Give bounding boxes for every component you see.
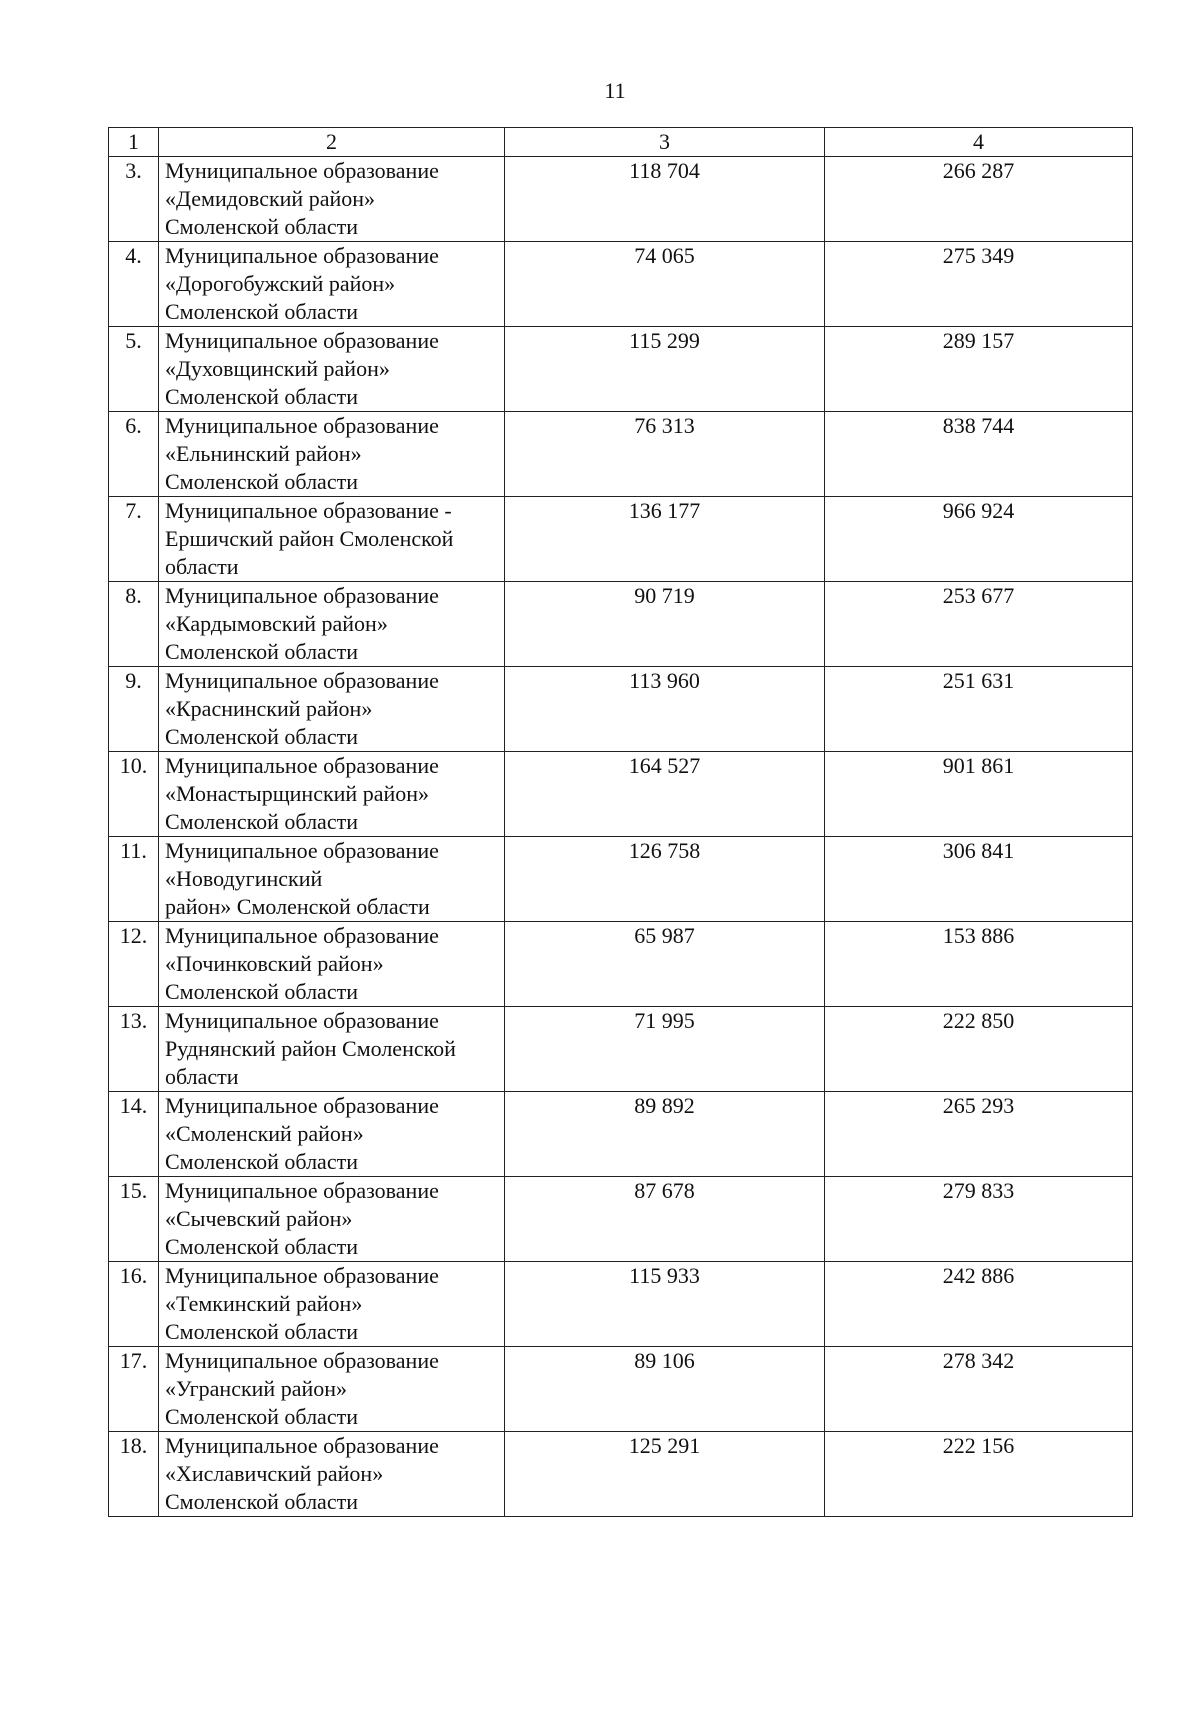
- row-number-cell: 5.: [109, 327, 159, 412]
- municipality-name-cell: Муниципальное образование «Духовщинский район» Смоленской области: [159, 327, 505, 412]
- column-4-value-cell: 275 349: [825, 242, 1133, 327]
- column-3-value-cell: 164 527: [505, 752, 825, 837]
- row-number-cell: 4.: [109, 242, 159, 327]
- row-number-cell: 14.: [109, 1092, 159, 1177]
- column-4-value-cell: 265 293: [825, 1092, 1133, 1177]
- municipality-name-cell: Муниципальное образование «Новодугинский район» Смоленской области: [159, 837, 505, 922]
- column-3-value-cell: 76 313: [505, 412, 825, 497]
- table-header-row: [109, 128, 1133, 157]
- municipality-name-cell: Муниципальное образование «Хиславичский район» Смоленской области: [159, 1432, 505, 1517]
- row-number-cell: 16.: [109, 1262, 159, 1347]
- column-header-2: 2: [159, 128, 505, 157]
- column-3-value-cell: 87 678: [505, 1177, 825, 1262]
- column-3-value-cell: 115 933: [505, 1262, 825, 1347]
- column-4-value-cell: 901 861: [825, 752, 1133, 837]
- column-3-value-cell: 136 177: [505, 497, 825, 582]
- row-number-cell: 7.: [109, 497, 159, 582]
- municipality-name-cell: Муниципальное образование «Кардымовский район» Смоленской области: [159, 582, 505, 667]
- column-4-value-cell: 838 744: [825, 412, 1133, 497]
- table-row: [109, 922, 1133, 1007]
- table-row: [109, 412, 1133, 497]
- table-row: [109, 1432, 1133, 1517]
- column-3-value-cell: 71 995: [505, 1007, 825, 1092]
- municipality-name-cell: Муниципальное образование «Сычевский район» Смоленской области: [159, 1177, 505, 1262]
- column-3-value-cell: 89 892: [505, 1092, 825, 1177]
- column-4-value-cell: 278 342: [825, 1347, 1133, 1432]
- column-3-value-cell: 90 719: [505, 582, 825, 667]
- row-number-cell: 8.: [109, 582, 159, 667]
- column-4-value-cell: 222 156: [825, 1432, 1133, 1517]
- municipality-name-cell: Муниципальное образование «Починковский район» Смоленской области: [159, 922, 505, 1007]
- table-row: [109, 837, 1133, 922]
- column-3-value-cell: 113 960: [505, 667, 825, 752]
- column-3-value-cell: 115 299: [505, 327, 825, 412]
- row-number-cell: 12.: [109, 922, 159, 1007]
- table-row: [109, 1007, 1133, 1092]
- page-number: 11: [604, 78, 626, 103]
- allocation-table: [108, 127, 1133, 1517]
- table-row: [109, 157, 1133, 242]
- table-row: [109, 242, 1133, 327]
- row-number-cell: 3.: [109, 157, 159, 242]
- municipality-name-cell: Муниципальное образование «Монастырщинский район» Смоленской области: [159, 752, 505, 837]
- column-4-value-cell: 266 287: [825, 157, 1133, 242]
- row-number-cell: 15.: [109, 1177, 159, 1262]
- table-row: [109, 327, 1133, 412]
- column-4-value-cell: 306 841: [825, 837, 1133, 922]
- column-4-value-cell: 253 677: [825, 582, 1133, 667]
- column-4-value-cell: 966 924: [825, 497, 1133, 582]
- municipality-name-cell: Муниципальное образование «Угранский район» Смоленской области: [159, 1347, 505, 1432]
- row-number-cell: 18.: [109, 1432, 159, 1517]
- row-number-cell: 13.: [109, 1007, 159, 1092]
- table-row: [109, 752, 1133, 837]
- municipality-name-cell: Муниципальное образование «Краснинский район» Смоленской области: [159, 667, 505, 752]
- column-header-1: 1: [109, 128, 159, 157]
- table-row: [109, 497, 1133, 582]
- table-body: [109, 157, 1133, 1517]
- municipality-name-cell: Муниципальное образование Руднянский район Смоленской области: [159, 1007, 505, 1092]
- municipality-name-cell: Муниципальное образование «Смоленский район» Смоленской области: [159, 1092, 505, 1177]
- table-row: [109, 1347, 1133, 1432]
- column-3-value-cell: 89 106: [505, 1347, 825, 1432]
- municipality-name-cell: Муниципальное образование «Темкинский район» Смоленской области: [159, 1262, 505, 1347]
- municipality-name-cell: Муниципальное образование «Дорогобужский район» Смоленской области: [159, 242, 505, 327]
- column-4-value-cell: 153 886: [825, 922, 1133, 1007]
- row-number-cell: 9.: [109, 667, 159, 752]
- column-3-value-cell: 125 291: [505, 1432, 825, 1517]
- row-number-cell: 17.: [109, 1347, 159, 1432]
- column-header-4: 4: [825, 128, 1133, 157]
- column-3-value-cell: 74 065: [505, 242, 825, 327]
- table-row: [109, 582, 1133, 667]
- table-row: [109, 1177, 1133, 1262]
- table-row: [109, 1092, 1133, 1177]
- row-number-cell: 11.: [109, 837, 159, 922]
- column-3-value-cell: 126 758: [505, 837, 825, 922]
- table-row: [109, 1262, 1133, 1347]
- column-4-value-cell: 251 631: [825, 667, 1133, 752]
- table-row: [109, 667, 1133, 752]
- row-number-cell: 6.: [109, 412, 159, 497]
- column-header-3: 3: [505, 128, 825, 157]
- column-3-value-cell: 118 704: [505, 157, 825, 242]
- column-4-value-cell: 289 157: [825, 327, 1133, 412]
- row-number-cell: 10.: [109, 752, 159, 837]
- municipality-name-cell: Муниципальное образование - Ершичский район Смоленской области: [159, 497, 505, 582]
- municipality-name-cell: Муниципальное образование «Ельнинский район» Смоленской области: [159, 412, 505, 497]
- column-3-value-cell: 65 987: [505, 922, 825, 1007]
- municipality-name-cell: Муниципальное образование «Демидовский район» Смоленской области: [159, 157, 505, 242]
- column-4-value-cell: 222 850: [825, 1007, 1133, 1092]
- column-4-value-cell: 279 833: [825, 1177, 1133, 1262]
- column-4-value-cell: 242 886: [825, 1262, 1133, 1347]
